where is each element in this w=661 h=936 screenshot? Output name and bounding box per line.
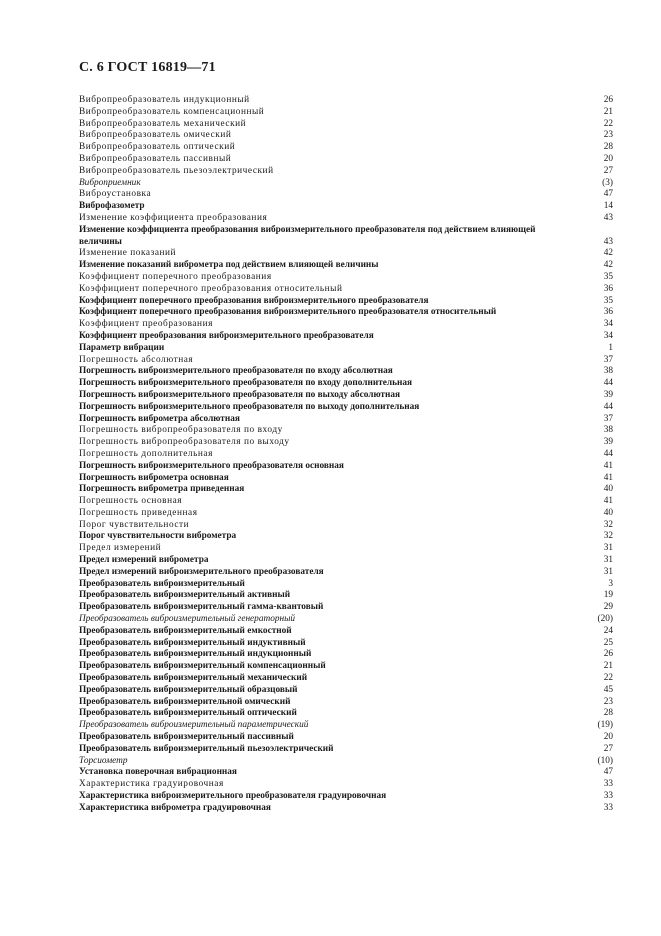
index-entry (79, 579, 613, 591)
index-page-number: 14 (603, 201, 613, 212)
index-entry (79, 508, 613, 520)
index-page-number: 25 (603, 637, 613, 648)
index-entry (79, 756, 613, 768)
index-term: Предел измерений (79, 543, 162, 554)
index-page-number: 22 (603, 673, 613, 684)
page-header: С. 6 ГОСТ 16819—71 (79, 60, 216, 75)
index-page-number: 32 (603, 531, 613, 542)
index-entry (79, 319, 613, 331)
index-term: Вибропреобразователь оптический (79, 142, 236, 153)
index-entry (79, 142, 613, 154)
index-page-number: 21 (603, 106, 613, 117)
index-entry (79, 225, 613, 249)
index-page-number: 44 (603, 401, 613, 412)
index-page-number: 39 (603, 389, 613, 400)
index-page-number: 24 (603, 625, 613, 636)
index-term: Вибропреобразователь пьезоэлектрический (79, 165, 274, 176)
index-entry (79, 484, 613, 496)
index-term: Предел измерений виброизмерительного преобразователя (79, 566, 324, 577)
index-term: Погрешность основная (79, 496, 183, 507)
index-term: Погрешность вибропреобразователя по выходу (79, 437, 290, 448)
index-entry (79, 661, 613, 673)
index-entry (79, 708, 613, 720)
index-term: Погрешность виброизмерительного преобразователя по выходу абсолютная (79, 389, 401, 400)
index-page-number: 36 (603, 307, 613, 318)
index-page-number: 38 (603, 425, 613, 436)
index-term: Виброустановка (79, 189, 152, 200)
index-term: Коэффициент поперечного преобразования относительный (79, 283, 343, 294)
index-page-number: 45 (603, 684, 613, 695)
index-page-number: 33 (603, 802, 613, 813)
index-term: Преобразователь виброизмерительный активный (79, 590, 291, 601)
index-term: Преобразователь виброизмерительный оптический (79, 708, 297, 719)
index-page-number: 20 (603, 153, 613, 164)
index-entry (79, 355, 613, 367)
index-page-number: 41 (603, 472, 613, 483)
index-term: Погрешность виброизмерительного преобразователя основная (79, 460, 344, 471)
index-entry (79, 473, 613, 485)
index-term: Вибропреобразователь омический (79, 130, 232, 141)
index-page-number: 28 (603, 142, 613, 153)
index-entry (79, 107, 613, 119)
index-term: Погрешность виброметра абсолютная (79, 413, 240, 424)
index-term: Виброприемник (79, 177, 141, 188)
index-term: Погрешность виброизмерительного преобразователя по входу абсолютная (79, 366, 393, 377)
index-page-number: 43 (603, 236, 613, 247)
index-entry (79, 744, 613, 756)
index-page-number: 42 (603, 248, 613, 259)
index-term: Параметр вибрации (79, 342, 165, 353)
index-entry (79, 685, 613, 697)
index-entry (79, 638, 613, 650)
index-page-number: 19 (603, 590, 613, 601)
index-page-number: 26 (603, 95, 613, 105)
index-page-number: 31 (603, 555, 613, 566)
index-entry (79, 213, 613, 225)
index-term: Коэффициент преобразования виброизмерительного преобразователя (79, 330, 374, 341)
index-entry (79, 366, 613, 378)
index-page-number: 36 (603, 283, 613, 294)
index-entry (79, 567, 613, 579)
index-page-number: 47 (603, 767, 613, 778)
index-page-number: 22 (603, 118, 613, 129)
index-entry (79, 531, 613, 543)
index-entry (79, 626, 613, 638)
index-term: Вибропреобразователь пассивный (79, 153, 232, 164)
index-entry (79, 555, 613, 567)
index-page-number: 33 (603, 779, 613, 790)
index-entry (79, 649, 613, 661)
index-page-number: 38 (603, 366, 613, 377)
index-entry (79, 602, 613, 614)
index-entry (79, 331, 613, 343)
index-page-number: 35 (603, 295, 613, 306)
index-term: Погрешность виброизмерительного преобразователя по входу дополнительная (79, 378, 413, 389)
alphabetical-index (79, 95, 613, 815)
index-page-number: 37 (603, 413, 613, 424)
index-term: Коэффициент преобразования (79, 319, 213, 330)
index-term: Изменение показаний виброметра под действием влияющей величины (79, 260, 379, 271)
index-term: Вибропреобразователь компенсационный (79, 106, 265, 117)
index-term: Преобразователь виброизмерительный компенсационный (79, 661, 326, 672)
index-page-number: (19) (597, 720, 613, 731)
index-term: Погрешность виброизмерительного преобразователя по выходу дополнительная (79, 401, 420, 412)
index-page-number: 47 (603, 189, 613, 200)
index-entry (79, 248, 613, 260)
index-term: Погрешность дополнительная (79, 448, 213, 459)
index-term: Вибропреобразователь механический (79, 118, 247, 129)
index-entry (79, 130, 613, 142)
index-page-number: 40 (603, 484, 613, 495)
index-term: Порог чувствительности (79, 519, 190, 530)
index-entry (79, 284, 613, 296)
index-term: Изменение коэффициента преобразования (79, 212, 268, 223)
index-page-number: 42 (603, 260, 613, 271)
index-page-number: 20 (603, 732, 613, 743)
index-page-number: 23 (603, 696, 613, 707)
index-term: Характеристика виброизмерительного преобразователя градуировочная (79, 791, 387, 802)
index-entry (79, 614, 613, 626)
index-term: Коэффициент поперечного преобразования (79, 271, 272, 282)
index-page-number: 31 (603, 543, 613, 554)
index-term: Преобразователь виброизмерительный пассивный (79, 732, 294, 743)
index-page-number: 3 (608, 578, 613, 589)
index-page-number: 23 (603, 130, 613, 141)
index-term: Коэффициент поперечного преобразования виброизмерительного преобразователя относительный (79, 307, 497, 318)
index-term: Коэффициент поперечного преобразования виброизмерительного преобразователя (79, 295, 429, 306)
index-entry (79, 414, 613, 426)
index-term: Преобразователь виброизмерительной омический (79, 696, 291, 707)
index-term: Погрешность вибропреобразователя по входу (79, 425, 283, 436)
index-page-number: 34 (603, 330, 613, 341)
index-page-number: 41 (603, 496, 613, 507)
index-entry (79, 496, 613, 508)
index-term: Порог чувствительности виброметра (79, 531, 237, 542)
index-term: Изменение коэффициента преобразования виброизмерительного преобразователя под действием влияющей величины (79, 224, 536, 247)
index-term: Преобразователь виброизмерительный пьезоэлектрический (79, 743, 334, 754)
index-term: Изменение показаний (79, 248, 177, 259)
index-page-number: 41 (603, 460, 613, 471)
index-entry (79, 296, 613, 308)
index-term: Преобразователь виброизмерительный гамма-квантовый (79, 602, 324, 613)
index-term: Погрешность абсолютная (79, 354, 194, 365)
index-page-number: 44 (603, 378, 613, 389)
index-entry (79, 673, 613, 685)
index-entry (79, 402, 613, 414)
index-entry (79, 95, 613, 107)
index-entry (79, 791, 613, 803)
index-term: Установка поверочная вибрационная (79, 767, 237, 778)
index-entry (79, 154, 613, 166)
index-entry (79, 307, 613, 319)
index-entry (79, 767, 613, 779)
index-term: Преобразователь виброизмерительный емкостной (79, 625, 292, 636)
index-page-number: 27 (603, 743, 613, 754)
index-term: Характеристика градуировочная (79, 779, 224, 790)
index-term: Вибропреобразователь индукционный (79, 95, 250, 105)
index-page-number: 35 (603, 271, 613, 282)
index-page-number: 31 (603, 566, 613, 577)
index-page-number: 39 (603, 437, 613, 448)
index-entry (79, 343, 613, 355)
index-page-number: 43 (603, 212, 613, 223)
index-entry (79, 543, 613, 555)
index-term: Торсиометр (79, 755, 128, 766)
index-entry (79, 201, 613, 213)
index-page-number: 32 (603, 519, 613, 530)
index-page-number: 1 (608, 342, 613, 353)
index-term: Преобразователь виброизмерительный индукционный (79, 649, 312, 660)
index-entry (79, 461, 613, 473)
index-term: Погрешность приведенная (79, 507, 198, 518)
index-term: Преобразователь виброизмерительный образцовый (79, 684, 298, 695)
index-entry (79, 803, 613, 815)
index-entry (79, 378, 613, 390)
index-term: Преобразователь виброизмерительный индуктивный (79, 637, 306, 648)
index-page-number: 28 (603, 708, 613, 719)
index-entry (79, 166, 613, 178)
index-entry (79, 590, 613, 602)
index-term: Характеристика виброметра градуировочная (79, 802, 271, 813)
index-term: Виброфазометр (79, 201, 145, 212)
index-term: Преобразователь виброизмерительный параметрический (79, 720, 309, 731)
index-page-number: 33 (603, 791, 613, 802)
index-page-number: 27 (603, 165, 613, 176)
index-entry (79, 779, 613, 791)
index-entry (79, 437, 613, 449)
index-entry (79, 189, 613, 201)
index-term: Погрешность виброметра основная (79, 472, 229, 483)
index-page-number: 44 (603, 448, 613, 459)
index-entry (79, 272, 613, 284)
index-page-number: (20) (597, 614, 613, 625)
index-term: Преобразователь виброизмерительный (79, 578, 245, 589)
index-page-number: (10) (597, 755, 613, 766)
index-entry (79, 260, 613, 272)
index-entry (79, 732, 613, 744)
index-page-number: (3) (602, 177, 613, 188)
index-entry (79, 425, 613, 437)
index-page-number: 26 (603, 649, 613, 660)
index-page-number: 21 (603, 661, 613, 672)
index-term: Преобразователь виброизмерительный механический (79, 673, 308, 684)
index-page-number: 40 (603, 507, 613, 518)
index-page-number: 34 (603, 319, 613, 330)
index-page-number: 29 (603, 602, 613, 613)
index-entry (79, 119, 613, 131)
index-entry (79, 449, 613, 461)
index-page-number: 37 (603, 354, 613, 365)
index-entry (79, 520, 613, 532)
index-entry (79, 697, 613, 709)
index-entry (79, 720, 613, 732)
index-term: Преобразователь виброизмерительный генераторный (79, 614, 296, 625)
index-entry (79, 178, 613, 190)
index-term: Погрешность виброметра приведенная (79, 484, 245, 495)
index-term: Предел измерений виброметра (79, 555, 209, 566)
index-entry (79, 390, 613, 402)
